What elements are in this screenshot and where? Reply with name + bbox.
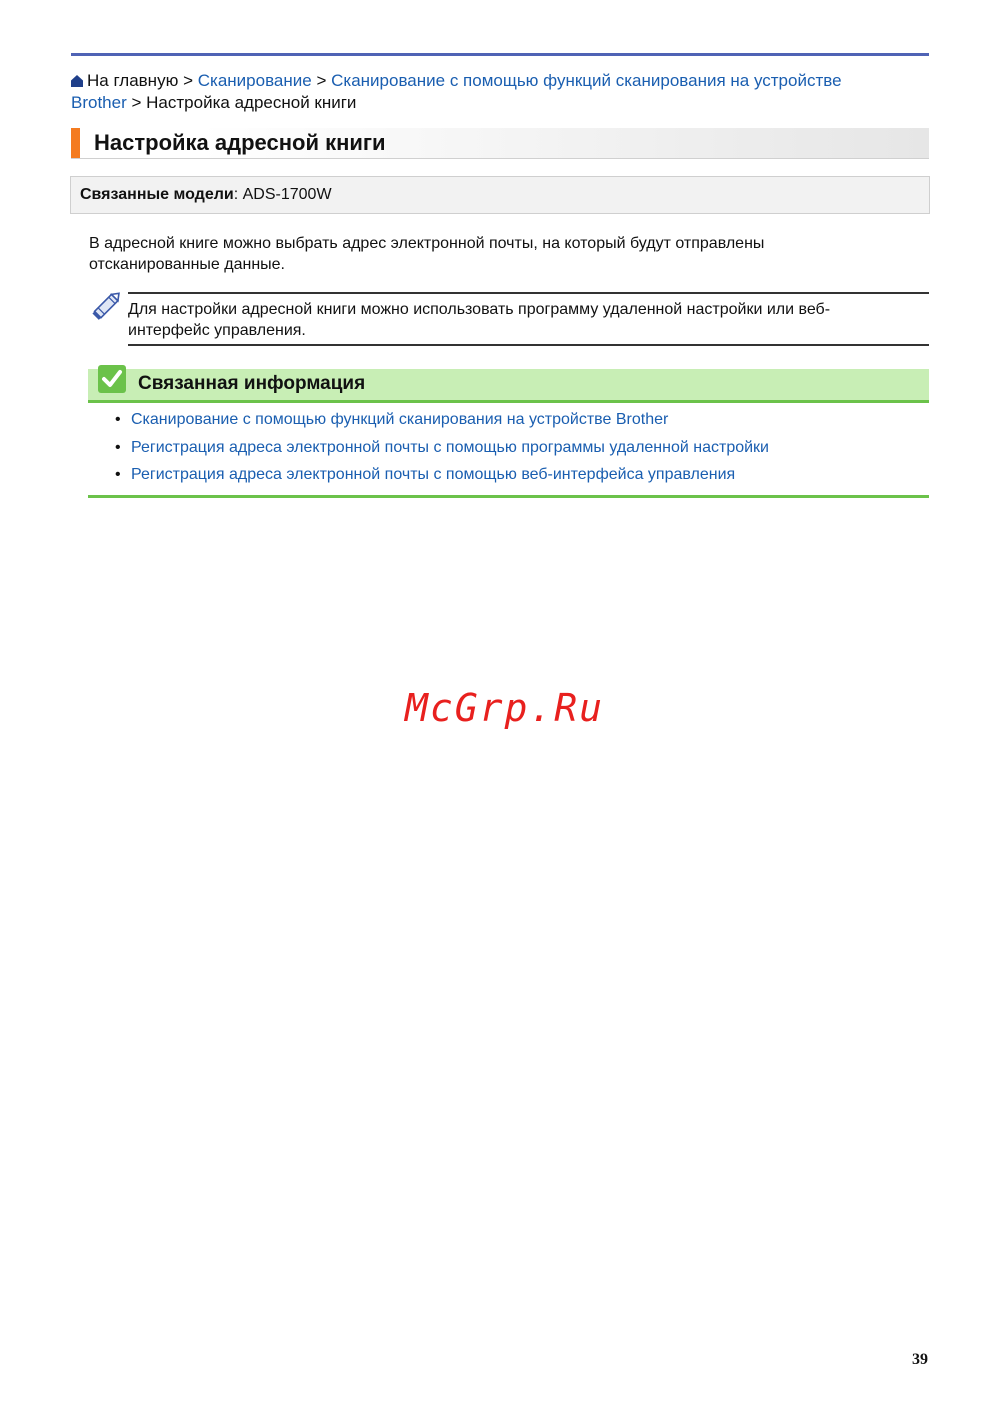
page-title: Настройка адресной книги (94, 130, 386, 155)
list-item (115, 438, 915, 458)
related-info-header (88, 369, 929, 403)
related-models-box (70, 176, 930, 214)
breadcrumb-home[interactable]: На главную (87, 71, 179, 90)
note-block (90, 287, 929, 347)
related-models-value: : ADS-1700W (233, 186, 332, 203)
breadcrumb-link-scanning[interactable]: Сканирование (197, 71, 312, 90)
related-info-list (115, 410, 915, 493)
related-models-text (80, 185, 332, 205)
breadcrumb-separator: > (316, 71, 327, 90)
breadcrumb (71, 70, 929, 114)
intro-paragraph: В адресной книге можно выбрать адрес электронной почты, на который будут отправлены отсканированные данные. (89, 235, 765, 273)
title-bar (71, 128, 929, 159)
note-text: Для настройки адресной книги можно использовать программу удаленной настройки или веб-интерфейс управления. (128, 301, 831, 339)
page-number: 39 (912, 1351, 928, 1368)
related-link-web-management[interactable]: Регистрация адреса электронной почты с помощью веб-интерфейса управления (131, 466, 736, 483)
breadcrumb-separator: > (183, 71, 193, 90)
breadcrumb-link-device-scan-line2[interactable]: Brother (71, 93, 127, 112)
bullet: • (115, 466, 121, 483)
list-item (115, 465, 915, 485)
related-bottom-rule (88, 495, 929, 498)
related-link-remote-setup[interactable]: Регистрация адреса электронной почты с помощью программы удаленной настройки (131, 438, 769, 456)
watermark: McGrp.Ru (405, 686, 605, 730)
breadcrumb-current: Настройка адресной книги (146, 93, 357, 112)
home-icon[interactable] (71, 75, 83, 87)
bullet: • (115, 438, 121, 456)
breadcrumb-separator: > (131, 93, 142, 112)
related-link-device-scan[interactable]: Сканирование с помощью функций сканирования на устройстве Brother (131, 411, 669, 428)
title-accent (71, 128, 80, 158)
breadcrumb-link-device-scan-line1[interactable]: Сканирование с помощью функций сканирования на устройстве (331, 71, 842, 90)
checkmark-icon (98, 365, 126, 393)
note-rule-top (128, 292, 929, 294)
pencil-icon (90, 287, 126, 323)
related-info-title: Связанная информация (138, 373, 366, 394)
top-rule (71, 53, 929, 56)
note-rule-bottom (128, 344, 929, 346)
list-item (115, 410, 915, 430)
bullet: • (115, 411, 121, 428)
related-models-label: Связанные модели (80, 186, 234, 203)
